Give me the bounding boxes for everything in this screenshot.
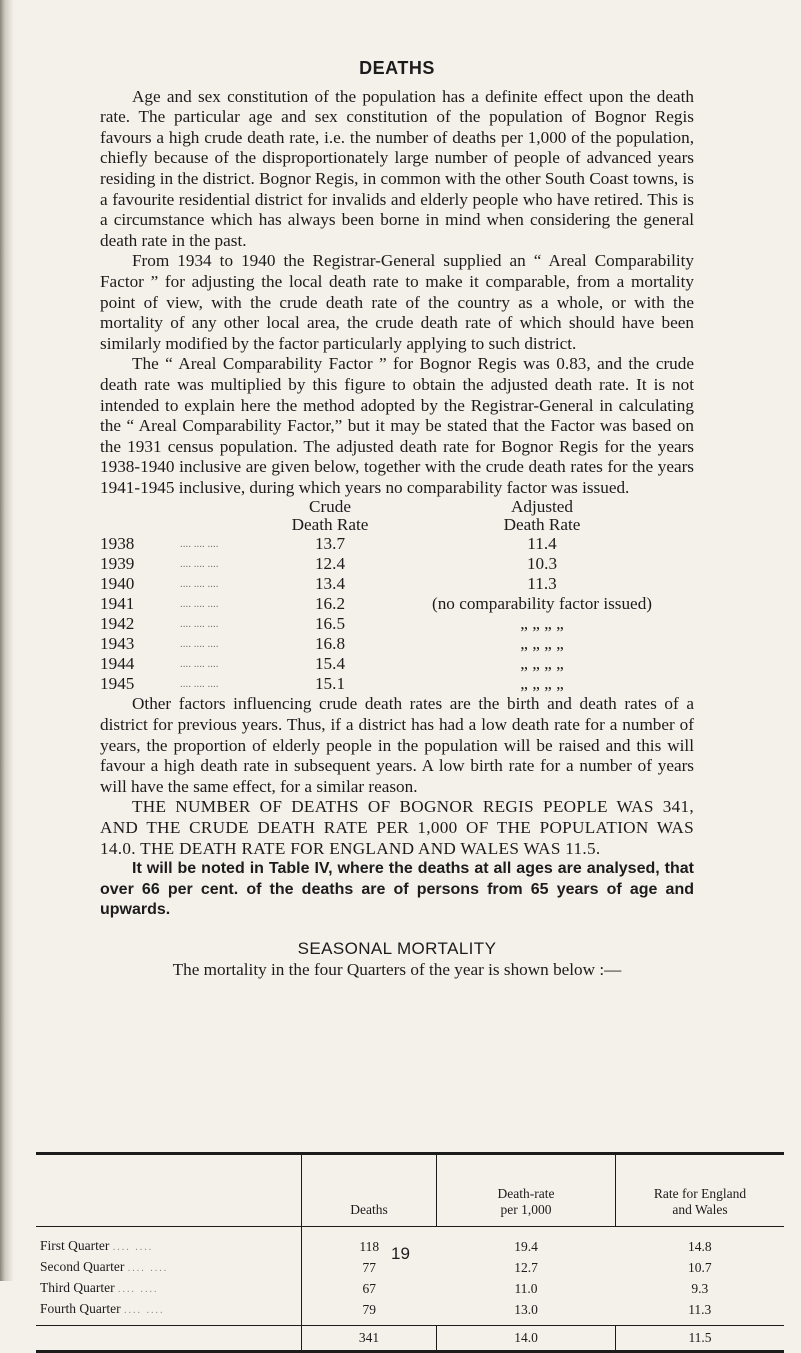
table-row [100,634,694,654]
quarter-label: First Quarter [40,1238,110,1253]
table-row [100,594,694,614]
total-rate-cell: 14.0 [437,1326,616,1352]
crude-rate-cell: 15.1 [314,674,346,694]
ditto-marks: „ „ „ „ [520,674,564,694]
crude-rate-cell: 12.4 [314,554,346,574]
ew-rate-cell: 10.7 [687,1260,712,1275]
rate-cell: 13.0 [514,1302,538,1317]
dot-leader: .... .... .... [180,538,219,551]
paragraph-age-sex: Age and sex constitution of the population has a definite effect upon the death rate. The particular age and sex constitution of the population of Bognor Regis favours a high crude death rate, i.e. the number of deaths per 1,000 of the population, chiefly because of the disproportionately large number of people of advanced years residing in the district. Bognor Regis, in common with the other South Coast towns, is a favourite residential district for invalids and elderly people who have retired. This is a circumstance which has always been borne in mind when considering the general death rate in the past. [100,86,694,250]
table-row [100,674,694,694]
ew-rate-cell: 9.3 [691,1281,709,1296]
adjusted-rate-cell: 10.3 [526,554,558,574]
adjusted-header-line-1: Adjusted [510,497,574,517]
quarter-label: Third Quarter [40,1280,115,1295]
adjusted-header-line-2: Death Rate [503,515,581,535]
table-row [36,1299,784,1326]
dot-leader: .... .... .... [180,558,219,571]
dot-leader: .... .... [112,1242,154,1253]
page-binding-edge [0,0,14,1281]
table-row [100,654,694,674]
year-cell: 1945 [100,674,135,694]
dot-leader: .... .... .... [180,598,219,611]
paragraph-death-summary: THE NUMBER OF DEATHS OF BOGNOR REGIS PEOPLE WAS 341, AND THE CRUDE DEATH RATE PER 1,000 OF THE POPULATION WAS 14.0. THE DEATH RATE FOR ENGLAND AND WALES WAS 11.5. [100,797,694,858]
table-row [100,614,694,634]
quarter-label: Fourth Quarter [40,1301,121,1316]
year-cell: 1944 [100,654,135,674]
ew-rate-cell: 11.3 [688,1302,712,1317]
rate-cell: 12.7 [514,1260,538,1275]
rate-header-line-1: Death-rate [497,1186,555,1201]
page-title: DEATHS [359,58,435,78]
deaths-cell: 77 [302,1257,437,1278]
seasonal-table-header [36,1154,784,1227]
dot-leader: .... .... [123,1305,165,1316]
paragraph-factor-value: The “ Areal Comparability Factor ” for Bognor Regis was 0.83, and the crude death rate was multiplied by this figure to obtain the adjusted death rate. It is not intended to explain here the method adopted by the Registrar-General in calculating the “ Areal Comparability Factor,” but it may be stated that the Factor was based on the 1931 census population. The adjusted death rate for Bognor Regis for the years 1938-1940 inclusive are given below, together with the crude death rates for the years 1941-1945 inclusive, during which years no comparability factor was issued. [100,354,694,497]
rate-cell: 11.0 [514,1281,538,1296]
ew-header-line-1: Rate for England [653,1186,747,1201]
year-cell: 1938 [100,534,135,554]
dot-leader: .... .... .... [180,638,219,651]
dot-leader: .... .... .... [180,658,219,671]
year-cell: 1939 [100,554,135,574]
crude-rate-cell: 16.5 [314,614,346,634]
deaths-cell: 118 [302,1227,437,1258]
dot-leader: .... .... .... [180,618,219,631]
death-rate-table [100,498,694,694]
ew-header-line-2: and Wales [672,1202,728,1217]
seasonal-mortality-intro: The mortality in the four Quarters of the year is shown below :— [172,959,622,979]
ditto-marks: „ „ „ „ [520,634,564,654]
paragraph-age-note: It will be noted in Table IV, where the deaths at all ages are analysed, that over 66 per cent. of the deaths are of persons from 65 years of age and upwards. [100,860,694,919]
adjusted-rate-cell: 11.4 [527,534,557,554]
year-cell: 1940 [100,574,135,594]
deaths-cell: 67 [302,1278,437,1299]
crude-rate-cell: 13.4 [314,574,346,594]
table-total-row [36,1326,784,1352]
year-cell: 1943 [100,634,135,654]
crude-header-line-1: Crude [308,497,351,517]
total-ew-rate-cell: 11.5 [616,1326,785,1352]
year-cell: 1941 [100,594,135,614]
crude-rate-cell: 16.2 [314,594,346,614]
quarter-label: Second Quarter [40,1259,125,1274]
dot-leader: .... .... .... [180,678,219,691]
deaths-cell: 79 [302,1299,437,1326]
seasonal-mortality-title: SEASONAL MORTALITY [297,939,497,958]
dot-leader: .... .... .... [180,578,219,591]
table-row [36,1278,784,1299]
rate-header-line-2: per 1,000 [500,1202,552,1217]
crude-rate-cell: 13.7 [314,534,346,554]
crude-rate-cell: 16.8 [314,634,346,654]
ditto-marks: „ „ „ „ [520,614,564,634]
table-row [100,554,694,574]
year-cell: 1942 [100,614,135,634]
adjusted-rate-cell: 11.3 [527,574,557,594]
total-deaths-cell: 341 [302,1326,437,1352]
crude-header-line-2: Death Rate [291,515,369,535]
crude-rate-cell: 15.4 [314,654,346,674]
paragraph-areal-factor: From 1934 to 1940 the Registrar-General supplied an “ Areal Comparability Factor ” for adjusting the local death rate to make it comparable, from a mortality point of view, with the crude death rate of the country as a whole, or with the mortality of any other local area, the crude death rate of which should have been similarly modified by the factor particularly applying to such district. [100,251,694,353]
page-number: 19 [391,1244,410,1263]
paragraph-other-factors: Other factors influencing crude death rates are the birth and death rates of a district for previous years. Thus, if a district has had a low death rate for a number of years, the proportion of elderly people in the population will be raised and this will favour a high death rate in subsequent years. A low birth rate for a number of years will have the same effect, for a similar reason. [100,694,694,796]
deaths-column-header: Deaths [302,1154,437,1227]
ew-rate-cell: 14.8 [687,1239,712,1254]
ditto-marks: „ „ „ „ [520,654,564,674]
table-row [100,534,694,554]
dot-leader: .... .... [117,1284,159,1295]
table-row [100,574,694,594]
document-page [100,58,694,990]
adjusted-rate-cell: (no comparability factor issued) [431,594,653,614]
rate-cell: 19.4 [514,1239,538,1254]
dot-leader: .... .... [127,1263,169,1274]
death-rate-table-header [100,498,694,534]
